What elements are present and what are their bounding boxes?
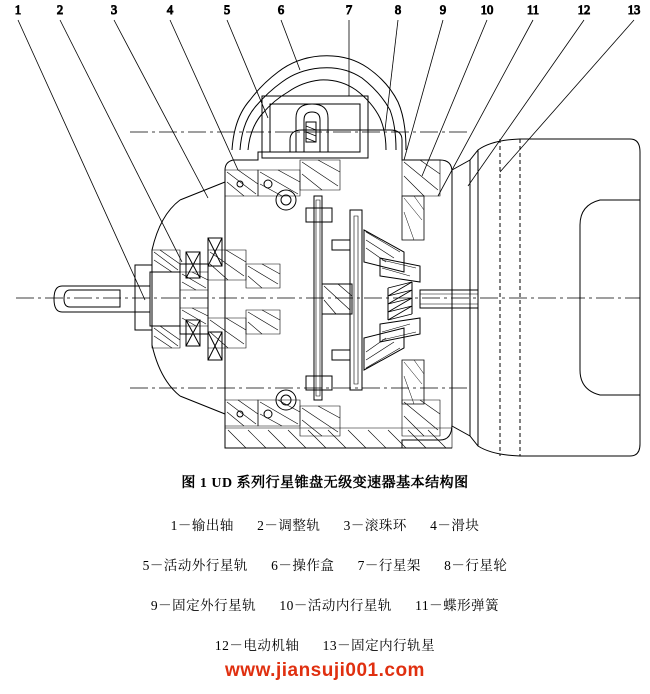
operation-box — [262, 96, 368, 158]
callout-number-2: 2 — [56, 3, 64, 17]
callout-number-4: 4 — [166, 3, 174, 17]
callout-number-8: 8 — [394, 3, 402, 17]
scalloped-cover — [232, 56, 406, 150]
callout-number-12: 12 — [577, 3, 591, 17]
motor-housing — [452, 139, 640, 456]
figure-title: 图 1 UD 系列行星锥盘无级变速器基本结构图 — [181, 476, 469, 491]
callout-number-10: 10 — [480, 3, 494, 17]
legend-row: 9－固定外行星轨 10－活动内行星轨 11－蝶形弹簧 — [150, 598, 500, 613]
center-lines — [16, 132, 640, 388]
legend-row: 1－输出轴 2－调整轨 3－滚珠环 4－滑块 — [170, 518, 480, 533]
callout-number-11: 11 — [526, 3, 540, 17]
callout-number-13: 13 — [627, 3, 641, 17]
planet-cone-assembly — [276, 190, 478, 410]
output-shaft — [54, 264, 208, 334]
bearings — [186, 238, 222, 360]
legend-row: 5－活动外行星轨 6－操作盒 7－行星架 8－行星轮 — [142, 558, 508, 573]
fasteners — [237, 180, 272, 418]
callout-number-9: 9 — [439, 3, 447, 17]
callout-number-7: 7 — [345, 3, 353, 17]
legend-row: 12－电动机轴 13－固定内行轨星 — [214, 638, 436, 653]
callout-number-5: 5 — [223, 3, 231, 17]
section-hatching — [152, 160, 452, 448]
watermark-text: www.jiansuji001.com — [225, 660, 425, 681]
callout-number-3: 3 — [110, 3, 118, 17]
callout-number-1: 1 — [14, 3, 22, 17]
callout-number-6: 6 — [277, 3, 285, 17]
